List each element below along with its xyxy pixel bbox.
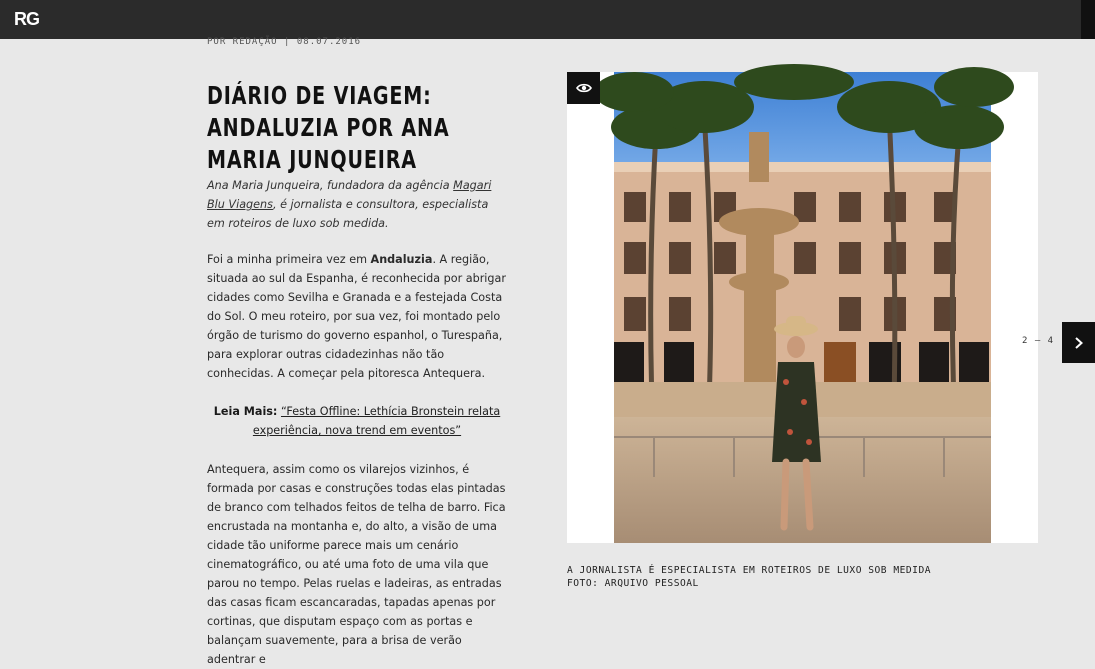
gallery-next-button[interactable]	[1062, 322, 1095, 363]
read-more-block	[207, 402, 507, 440]
paragraph-1-start: Foi a minha primeira vez em	[207, 253, 371, 266]
intro-text-start: Ana Maria Junqueira, fundadora da agência	[207, 179, 454, 192]
photo-caption	[567, 564, 931, 590]
scrollbar-edge	[1081, 0, 1095, 39]
paragraph-1-end: . A região, situada ao sul da Espanha, é reconhecida por abrigar cidades como Sevilha e Granada e a festejada Costa do Sol. O meu roteiro, por sua vez, foi montado pelo órgão de turismo do governo espanhol, o Turespaña, para explorar outras cidadezinhas não tão conhecidas. A começar pela pitoresca Antequera.	[207, 253, 506, 380]
site-logo[interactable]: RG	[14, 9, 39, 29]
eye-icon	[576, 83, 592, 93]
top-navigation-bar	[0, 0, 1081, 39]
photo-credit: FOTO: ARQUIVO PESSOAL	[567, 578, 699, 589]
intro-text-end: , é jornalista e consultora, especialista em roteiros de luxo sob medida.	[207, 198, 489, 230]
article-title: DIÁRIO DE VIAGEM: ANDALUZIA POR ANA MARIA JUNQUEIRA	[207, 81, 450, 174]
read-more-link[interactable]: “Festa Offline: Lethícia Bronstein relata experiência, nova trend em eventos”	[252, 405, 501, 437]
paragraph-1-highlight: Andaluzia	[370, 253, 433, 266]
caption-text: A JORNALISTA É ESPECIALISTA EM ROTEIROS DE LUXO SOB MEDIDA	[567, 565, 932, 576]
article-intro	[207, 176, 502, 233]
article-byline: POR REDAÇÃO | 08.07.2016	[207, 37, 362, 47]
gallery-photo-image	[614, 72, 991, 543]
chevron-right-icon	[1074, 337, 1084, 349]
article-paragraph-1	[207, 250, 507, 383]
read-more-label: Leia Mais:	[213, 405, 278, 418]
gallery-photo[interactable]	[614, 72, 991, 543]
view-photo-button[interactable]	[567, 72, 600, 104]
gallery-counter: 2 – 4	[1022, 336, 1055, 346]
agency-link[interactable]: Magari Blu Viagens	[207, 179, 492, 211]
article-paragraph-2: Antequera, assim como os vilarejos vizinhos, é formada por casas e construções todas elas pintadas de branco com telhados feitos de telha de barro. Fica encrustada na montanha e, do alto, a visão de uma cidade tão uniforme parece mais um cenário cinematográfico, ou até uma foto de uma vila que parou no tempo. Pelas ruelas e ladeiras, as entradas das casas ficam escancaradas, tapadas apenas por cortinas, que disputam espaço com as portas e balançam suavemente, para a brisa de verão adentrar e	[207, 463, 506, 666]
